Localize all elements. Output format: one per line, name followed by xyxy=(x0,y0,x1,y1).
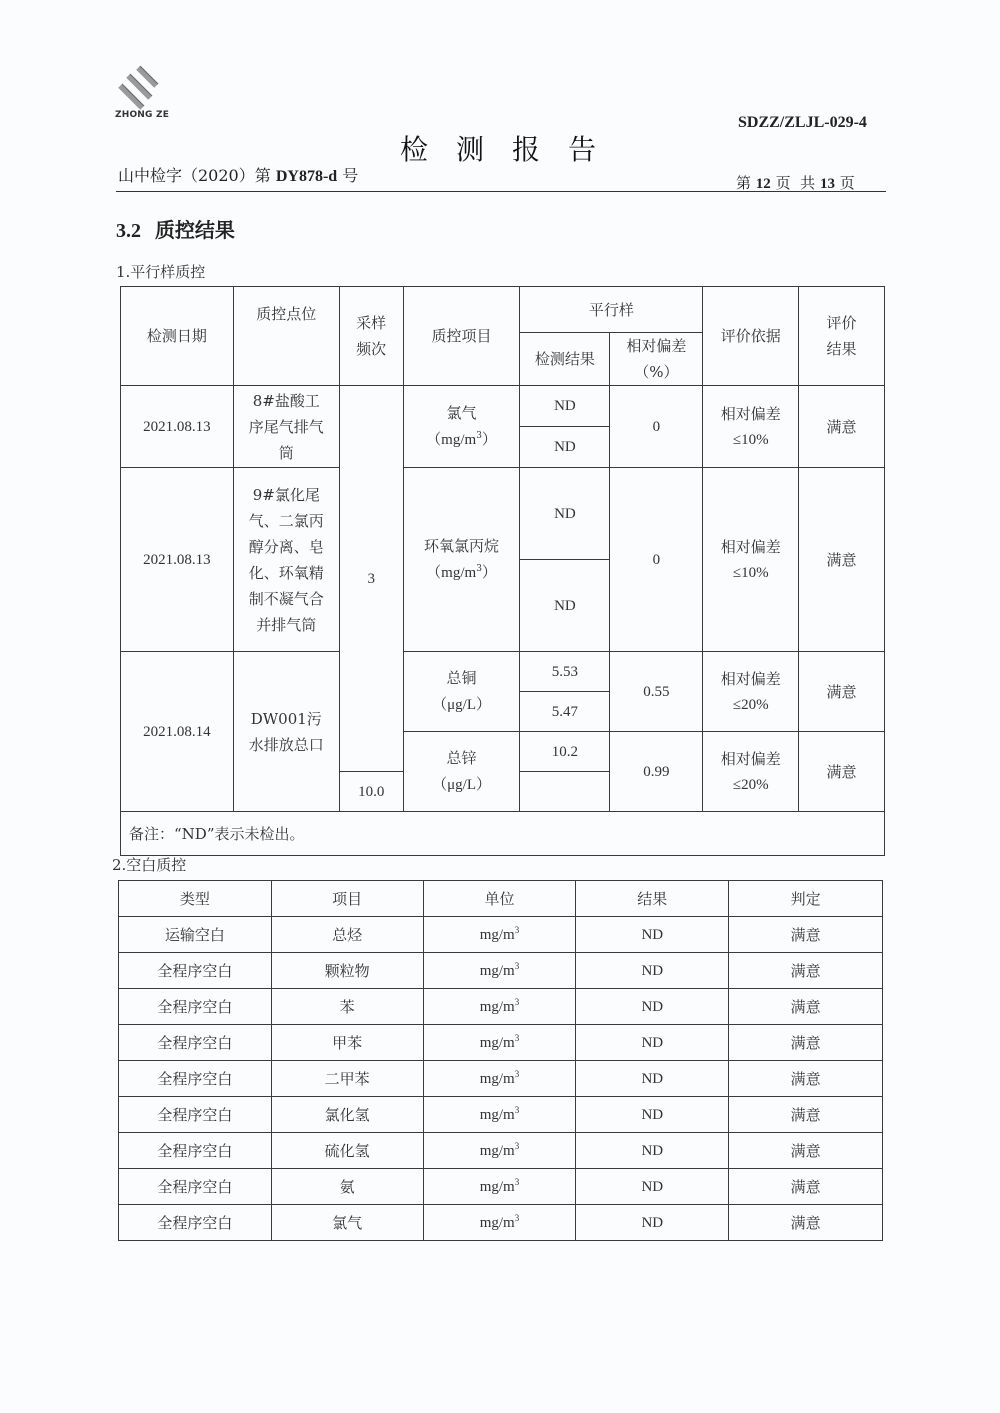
header-date: 检测日期 xyxy=(121,287,234,386)
unit-text: mg/m xyxy=(479,1070,515,1087)
unit-sup: 3 xyxy=(514,1176,520,1187)
table-row xyxy=(119,1061,883,1097)
group-point-label: 9#氯化尾气、二氯丙醇分离、皂化、环氧精制不凝气合并排气筒 xyxy=(248,485,324,634)
result-value: ND xyxy=(520,468,610,560)
qc-item-name: 氯气 xyxy=(446,404,477,422)
unit-sup: 3 xyxy=(476,564,482,574)
group-point xyxy=(233,468,339,652)
deviation-value: 0 xyxy=(610,386,703,468)
row-type: 全程序空白 xyxy=(119,1025,272,1061)
result-value: 10.2 xyxy=(520,732,610,772)
row-judge: 满意 xyxy=(729,1097,883,1133)
logo-text: ZHONG ZE xyxy=(115,110,170,120)
header-judge: 判定 xyxy=(729,881,883,917)
group-date: 2021.08.13 xyxy=(121,386,234,468)
header-eval xyxy=(799,287,885,386)
header-item: 项目 xyxy=(271,881,423,917)
row-result: ND xyxy=(576,1169,729,1205)
eval-value: 满意 xyxy=(799,386,885,468)
basis-threshold: ≤20% xyxy=(732,776,769,793)
result-value: ND xyxy=(520,386,610,427)
header-basis: 评价依据 xyxy=(703,287,799,386)
table-row xyxy=(119,953,883,989)
report-number-suffix: 号 xyxy=(342,166,359,185)
group-point xyxy=(233,386,339,468)
deviation-value: 0.55 xyxy=(610,652,703,732)
result-value: 5.47 xyxy=(520,692,610,732)
unit-text: mg/m xyxy=(441,565,477,581)
unit-sup: 3 xyxy=(514,1140,520,1151)
header-point: 质控点位 xyxy=(233,287,339,386)
document-code: SDZZ/ZLJL-029-4 xyxy=(738,114,867,131)
basis-value xyxy=(703,386,799,468)
unit-text: mg/m xyxy=(479,926,515,943)
row-type: 全程序空白 xyxy=(119,1061,272,1097)
page-indicator xyxy=(736,172,855,193)
table-note: 备注：“ND”表示未检出。 xyxy=(121,812,885,856)
row-judge: 满意 xyxy=(729,1061,883,1097)
eval-value: 满意 xyxy=(799,468,885,652)
group-date: 2021.08.13 xyxy=(121,468,234,652)
row-item: 苯 xyxy=(271,989,423,1025)
row-judge: 满意 xyxy=(729,1025,883,1061)
table-row xyxy=(119,1025,883,1061)
row-result: ND xyxy=(576,1097,729,1133)
section-heading xyxy=(116,214,235,243)
qc-item xyxy=(403,468,520,652)
unit-text: mg/m xyxy=(479,998,515,1015)
qc-item-unit: $(mg/m^3)$ xyxy=(426,430,497,448)
qc-item-name: 环氧氯丙烷 xyxy=(424,537,500,555)
basis-value xyxy=(703,652,799,732)
row-item: 氨 xyxy=(271,1169,423,1205)
row-item: 甲苯 xyxy=(271,1025,423,1061)
header-frequency-label: 采样频次 xyxy=(356,314,387,358)
unit-text: mg/m xyxy=(441,432,477,448)
report-number xyxy=(118,163,358,186)
row-unit xyxy=(423,1061,576,1097)
unit-sup: 3 xyxy=(476,431,482,441)
parallel-sample-table xyxy=(120,286,885,856)
qc-item-unit: （μg/L） xyxy=(432,775,491,793)
result-value: 10.0 xyxy=(339,772,403,812)
row-type: 运输空白 xyxy=(119,917,272,953)
unit-sup: 3 xyxy=(514,1212,520,1223)
page-current: 12 xyxy=(755,176,771,192)
unit-sup: 3 xyxy=(514,996,520,1007)
basis-value xyxy=(703,468,799,652)
row-type: 全程序空白 xyxy=(119,1133,272,1169)
page-title: 检测报告 xyxy=(400,133,625,166)
header-eval-label: 评价结果 xyxy=(826,314,857,358)
unit-sup: 3 xyxy=(514,960,520,971)
page-label: 共 xyxy=(800,174,816,192)
result-value: ND xyxy=(520,427,610,468)
unit-sup: 3 xyxy=(514,1104,520,1115)
sampling-frequency: 3 xyxy=(339,386,403,772)
deviation-value: 0.99 xyxy=(610,732,703,812)
row-item: 颗粒物 xyxy=(271,953,423,989)
row-unit xyxy=(423,1097,576,1133)
unit-text: μg/L xyxy=(447,777,476,793)
header-deviation xyxy=(610,333,703,386)
row-unit xyxy=(423,1133,576,1169)
table-row xyxy=(119,989,883,1025)
header-item: 质控项目 xyxy=(403,287,520,386)
unit-text: mg/m xyxy=(479,1178,515,1195)
eval-value: 满意 xyxy=(799,652,885,732)
basis-value xyxy=(703,732,799,812)
qc-item xyxy=(403,386,520,468)
blank-subtitle: 2.空白质控 xyxy=(112,856,187,874)
group-point-label: DW001污水排放总口 xyxy=(248,709,324,754)
row-item: 二甲苯 xyxy=(271,1061,423,1097)
deviation-value: 0 xyxy=(610,468,703,652)
row-unit xyxy=(423,953,576,989)
header-result: 结果 xyxy=(576,881,729,917)
basis-threshold: ≤10% xyxy=(732,564,769,581)
header-result-label: 检测结果 xyxy=(534,350,595,368)
qc-item-name: 总锌 xyxy=(446,749,477,767)
table-row xyxy=(119,1205,883,1241)
unit-sup: 3 xyxy=(514,1032,520,1043)
unit-text: μg/L xyxy=(447,697,476,713)
table-row xyxy=(119,1097,883,1133)
row-result: ND xyxy=(576,1133,729,1169)
basis-label: 相对偏差 xyxy=(720,404,781,423)
unit-text: mg/m xyxy=(479,1214,515,1231)
qc-item xyxy=(403,652,520,732)
row-judge: 满意 xyxy=(729,1169,883,1205)
qc-item xyxy=(403,732,520,812)
qc-item-unit: （μg/L） xyxy=(432,695,491,713)
group-point xyxy=(233,652,339,812)
parallel-subtitle: 1.平行样质控 xyxy=(116,263,206,281)
row-result: ND xyxy=(576,1025,729,1061)
row-result: ND xyxy=(576,1205,729,1241)
table-row xyxy=(119,1169,883,1205)
table-row xyxy=(119,917,883,953)
header-frequency xyxy=(339,287,403,386)
row-item: 氯气 xyxy=(271,1205,423,1241)
row-judge: 满意 xyxy=(729,953,883,989)
row-type: 全程序空白 xyxy=(119,1169,272,1205)
page-label: 第 xyxy=(736,174,752,192)
row-result: ND xyxy=(576,917,729,953)
basis-label: 相对偏差 xyxy=(720,669,781,688)
basis-threshold: ≤20% xyxy=(732,696,769,713)
section-number: 3.2 xyxy=(116,220,141,242)
result-value: ND xyxy=(520,560,610,652)
row-judge: 满意 xyxy=(729,989,883,1025)
header-unit: 单位 xyxy=(423,881,576,917)
row-unit xyxy=(423,989,576,1025)
result-value: 5.53 xyxy=(520,652,610,692)
row-type: 全程序空白 xyxy=(119,1205,272,1241)
basis-label: 相对偏差 xyxy=(720,749,781,768)
header-divider xyxy=(116,191,886,192)
report-number-prefix: 山中检字（2020）第 xyxy=(118,166,271,185)
row-unit xyxy=(423,1169,576,1205)
row-type: 全程序空白 xyxy=(119,989,272,1025)
header-result xyxy=(520,333,610,386)
row-unit xyxy=(423,917,576,953)
page-total: 13 xyxy=(819,176,835,192)
row-item: 硫化氢 xyxy=(271,1133,423,1169)
basis-label: 相对偏差 xyxy=(720,537,781,556)
unit-text: mg/m xyxy=(479,1142,515,1159)
header-deviation-label: 相对偏差（%） xyxy=(626,337,687,381)
unit-sup: 3 xyxy=(514,1068,520,1079)
table-row xyxy=(119,1133,883,1169)
row-judge: 满意 xyxy=(729,917,883,953)
unit-sup: 3 xyxy=(514,924,520,935)
row-result: ND xyxy=(576,953,729,989)
row-type: 全程序空白 xyxy=(119,953,272,989)
row-judge: 满意 xyxy=(729,1133,883,1169)
unit-text: mg/m xyxy=(479,962,515,979)
qc-item-unit: $(mg/m^3)$ xyxy=(426,563,497,581)
group-point-label: 8#盐酸工序尾气排气筒 xyxy=(248,391,324,462)
page-label: 页 xyxy=(839,174,855,192)
section-title: 质控结果 xyxy=(154,218,235,242)
group-date: 2021.08.14 xyxy=(121,652,234,812)
header-type: 类型 xyxy=(119,881,272,917)
eval-value: 满意 xyxy=(799,732,885,812)
report-number-code: DY878-d xyxy=(275,168,338,185)
row-judge: 满意 xyxy=(729,1205,883,1241)
header-parallel-group: 平行样 xyxy=(520,287,703,333)
row-result: ND xyxy=(576,989,729,1025)
unit-text: mg/m xyxy=(479,1106,515,1123)
qc-item-name: 总铜 xyxy=(446,669,477,687)
row-type: 全程序空白 xyxy=(119,1097,272,1133)
row-item: 氯化氢 xyxy=(271,1097,423,1133)
basis-threshold: ≤10% xyxy=(732,431,769,448)
row-unit xyxy=(423,1025,576,1061)
row-item: 总烃 xyxy=(271,917,423,953)
unit-text: mg/m xyxy=(479,1034,515,1051)
blank-qc-table xyxy=(118,880,883,1241)
row-result: ND xyxy=(576,1061,729,1097)
row-unit xyxy=(423,1205,576,1241)
page-label: 页 xyxy=(775,174,791,192)
